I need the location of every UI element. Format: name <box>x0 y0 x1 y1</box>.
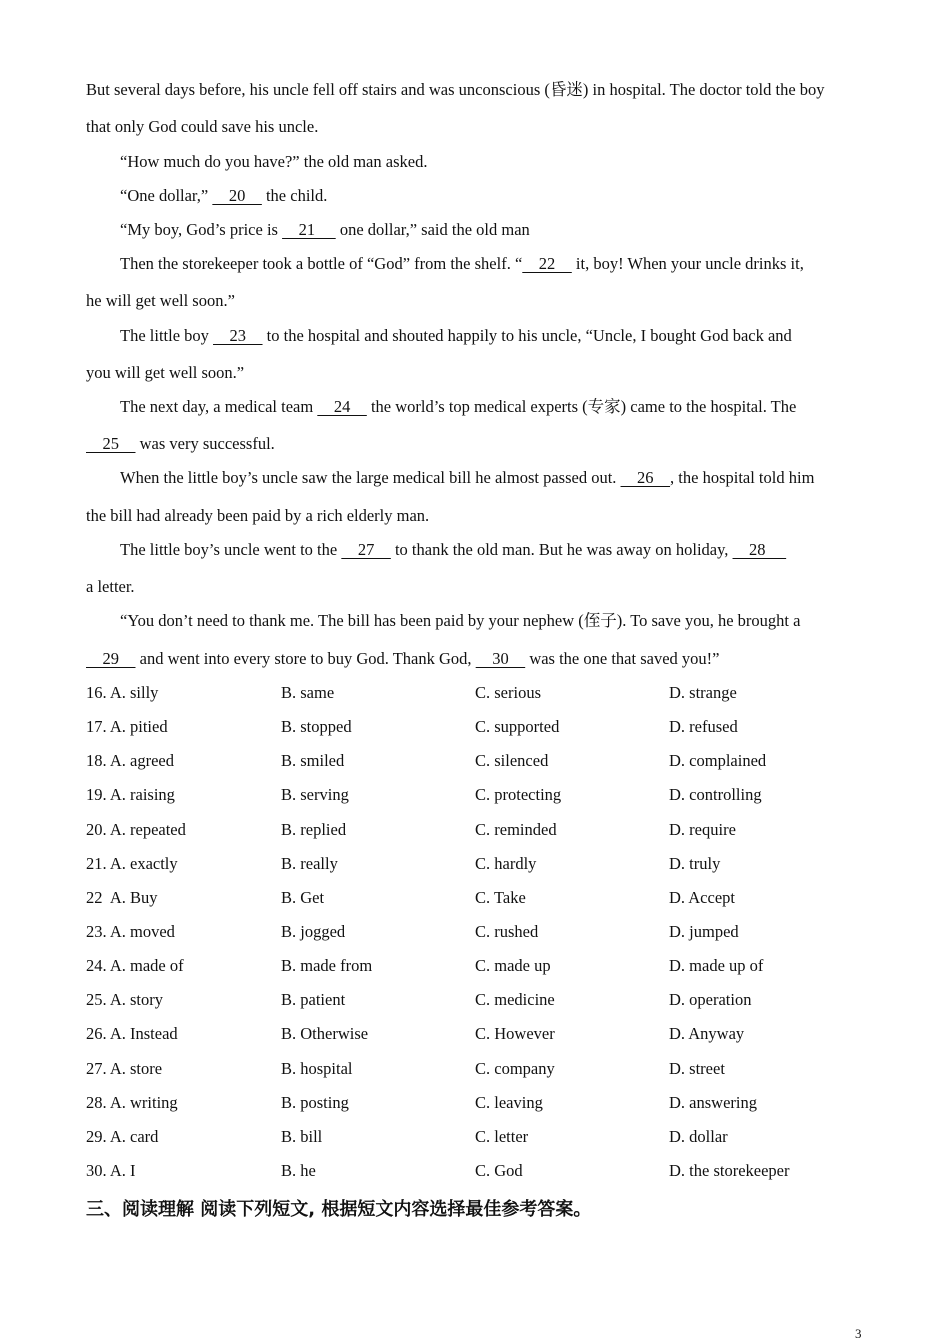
option-c: C. rushed <box>475 922 539 941</box>
option-a: 20. A. repeated <box>86 820 186 839</box>
option-a: 28. A. writing <box>86 1093 178 1112</box>
option-row-24 <box>86 956 886 976</box>
option-a: 16. A. silly <box>86 683 159 702</box>
blank-28: 28 <box>732 540 787 559</box>
option-c: C. However <box>475 1024 555 1043</box>
option-a: 19. A. raising <box>86 785 175 804</box>
option-row-22 <box>86 888 886 908</box>
blank-23: 23 <box>213 326 263 345</box>
option-a: 30. A. I <box>86 1161 136 1180</box>
blank-27: 27 <box>341 540 391 559</box>
option-b: B. patient <box>281 990 346 1009</box>
option-c: C. protecting <box>475 785 562 804</box>
option-a: 23. A. moved <box>86 922 175 941</box>
option-d: D. operation <box>669 990 752 1009</box>
option-a: 29. A. card <box>86 1127 159 1146</box>
passage-line: But several days before, his uncle fell off stairs and was unconscious (昏迷) in hospital. The doctor told the boy <box>86 80 825 99</box>
option-c: C. company <box>475 1059 555 1078</box>
passage-line: a letter. <box>86 577 135 596</box>
passage-line: “My boy, God’s price is 21 one dollar,” said the old man <box>120 220 530 239</box>
blank-26: 26 <box>620 468 671 487</box>
option-c: C. Take <box>475 888 526 907</box>
option-row-29 <box>86 1127 886 1147</box>
passage-line: you will get well soon.” <box>86 363 245 382</box>
option-b: B. Otherwise <box>281 1024 369 1043</box>
passage-line: “One dollar,” 20 the child. <box>120 186 328 205</box>
option-d: D. the storekeeper <box>669 1161 790 1180</box>
option-d: D. strange <box>669 683 737 702</box>
passage-line: “How much do you have?” the old man asked. <box>120 152 428 171</box>
option-c: C. letter <box>475 1127 529 1146</box>
option-b: B. jogged <box>281 922 346 941</box>
option-b: B. hospital <box>281 1059 353 1078</box>
blank-30: 30 <box>475 649 526 668</box>
option-a: 22 A. Buy <box>86 888 158 907</box>
option-b: B. serving <box>281 785 349 804</box>
option-b: B. made from <box>281 956 373 975</box>
passage-line: The little boy’s uncle went to the 27 to thank the old man. But he was away on holiday, 28 <box>120 540 787 559</box>
option-b: B. he <box>281 1161 316 1180</box>
option-a: 27. A. store <box>86 1059 163 1078</box>
passage-line: that only God could save his uncle. <box>86 117 319 136</box>
option-row-26 <box>86 1024 886 1044</box>
option-b: B. same <box>281 683 335 702</box>
option-d: D. jumped <box>669 922 739 941</box>
option-b: B. posting <box>281 1093 349 1112</box>
option-d: D. controlling <box>669 785 762 804</box>
option-d: D. require <box>669 820 736 839</box>
option-b: B. really <box>281 854 338 873</box>
option-d: D. Anyway <box>669 1024 745 1043</box>
option-d: D. street <box>669 1059 725 1078</box>
option-c: C. reminded <box>475 820 557 839</box>
blank-29: 29 <box>86 649 136 668</box>
option-c: C. medicine <box>475 990 555 1009</box>
option-c: C. silenced <box>475 751 549 770</box>
option-d: D. dollar <box>669 1127 728 1146</box>
passage-line: When the little boy’s uncle saw the large medical bill he almost passed out. 26 , the hospital told him <box>120 468 815 487</box>
option-row-21 <box>86 854 886 874</box>
option-c: C. hardly <box>475 854 537 873</box>
option-c: C. supported <box>475 717 560 736</box>
passage-line: “You don’t need to thank me. The bill has been paid by your nephew (侄子). To save you, he brought a <box>120 611 801 630</box>
passage-line: 25 was very successful. <box>86 434 275 453</box>
passage-line: Then the storekeeper took a bottle of “God” from the shelf. “ 22 it, boy! When your uncle drinks it, <box>120 254 804 273</box>
option-b: B. Get <box>281 888 325 907</box>
passage-line: the bill had already been paid by a rich elderly man. <box>86 506 430 525</box>
option-c: C. God <box>475 1161 523 1180</box>
option-c: C. serious <box>475 683 541 702</box>
option-b: B. replied <box>281 820 347 839</box>
option-d: D. refused <box>669 717 738 736</box>
option-row-17 <box>86 717 886 737</box>
option-d: D. made up of <box>669 956 764 975</box>
blank-24: 24 <box>317 397 367 416</box>
blank-22: 22 <box>522 254 572 273</box>
option-row-19 <box>86 785 886 805</box>
option-b: B. stopped <box>281 717 352 736</box>
option-row-28 <box>86 1093 886 1113</box>
passage-line: he will get well soon.” <box>86 291 235 310</box>
blank-20: 20 <box>212 186 262 205</box>
blank-21: 21 <box>282 220 336 239</box>
option-row-30 <box>86 1161 886 1181</box>
option-row-25 <box>86 990 886 1010</box>
option-c: C. leaving <box>475 1093 543 1112</box>
option-a: 18. A. agreed <box>86 751 174 770</box>
option-b: B. smiled <box>281 751 345 770</box>
option-row-16 <box>86 683 886 703</box>
option-row-23 <box>86 922 886 942</box>
page-number: 3 <box>855 1326 862 1341</box>
option-a: 21. A. exactly <box>86 854 178 873</box>
option-a: 17. A. pitied <box>86 717 168 736</box>
option-d: D. Accept <box>669 888 735 907</box>
passage-line: 29 and went into every store to buy God. Thank God, 30 was the one that saved you!” <box>86 649 720 668</box>
option-row-18 <box>86 751 886 771</box>
option-row-27 <box>86 1059 886 1079</box>
passage-line: The next day, a medical team 24 the world’s top medical experts (专家) came to the hospital. The <box>120 397 797 416</box>
option-d: D. complained <box>669 751 767 770</box>
option-a: 26. A. Instead <box>86 1024 178 1043</box>
option-row-20 <box>86 820 886 840</box>
passage-line: The little boy 23 to the hospital and shouted happily to his uncle, “Uncle, I bought God back and <box>120 326 792 345</box>
option-b: B. bill <box>281 1127 323 1146</box>
option-d: D. truly <box>669 854 721 873</box>
option-a: 24. A. made of <box>86 956 184 975</box>
option-c: C. made up <box>475 956 551 975</box>
section-heading: 三、阅读理解 阅读下列短文, 根据短文内容选择最佳参考答案。 <box>86 1199 592 1220</box>
blank-25: 25 <box>86 434 136 453</box>
option-d: D. answering <box>669 1093 757 1112</box>
option-a: 25. A. story <box>86 990 164 1009</box>
